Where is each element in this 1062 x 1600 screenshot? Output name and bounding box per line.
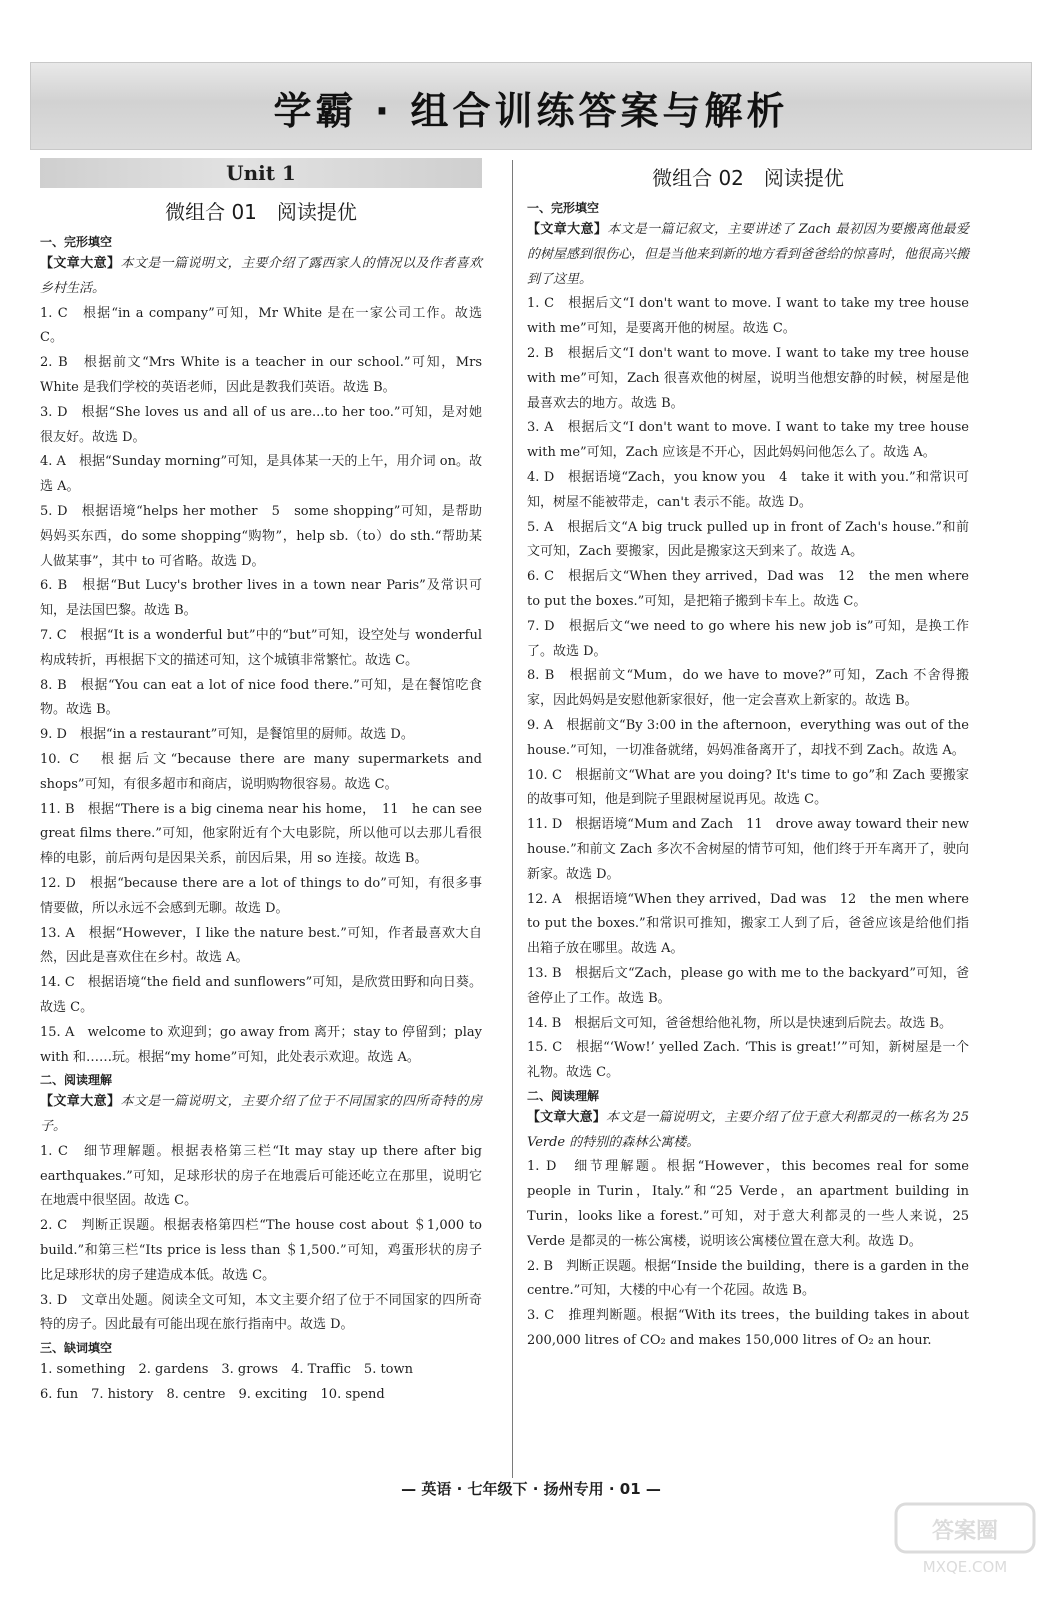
word-answers-row: 6. fun 7. history 8. centre 9. exciting 10. spend xyxy=(40,1387,385,1403)
answer-item: 6. B 根据“But Lucy's brother lives in a town near Paris”及常识可知，是法国巴黎。故选 B。 xyxy=(40,578,482,619)
answer-item: 15. A welcome to 欢迎到；go away from 离开；stay to 停留到；play with 和……玩。根据“my home”可知，此处表示欢迎。故选 A。 xyxy=(40,1024,482,1065)
answer-item: 13. A 根据“However，I like the nature best.”可知，作者最喜欢大自然，因此是喜欢住在乡村。故选 A。 xyxy=(40,925,482,966)
svg-text:MXQE.COM: MXQE.COM xyxy=(922,1558,1008,1576)
title-banner xyxy=(30,62,1032,150)
gist-text: 本文是一篇说明文，主要介绍了露西家人的情况以及作者喜欢乡村生活。 xyxy=(40,256,482,296)
answer-item: 6. C 根据后文“When they arrived，Dad was 12 the men where to put the boxes.”可知，是把箱子搬到卡车上。故选 C。 xyxy=(527,569,969,609)
gist-text: 本文是一篇记叙文，主要讲述了 Zach 最初因为要搬离他最爱的树屋感到很伤心，但是当他来到新的地方看到爸爸给的惊喜时，他很高兴搬到了这里。 xyxy=(527,222,970,287)
answer-item: 9. A 根据前文“By 3:00 in the afternoon，everything was out of the house.”可知，一切准备就绪，妈妈准备离开了，却找不到 Zach。故选 A。 xyxy=(527,717,969,758)
answer-item: 7. D 根据后文“we need to go where his new job is”可知，是换工作了。故选 D。 xyxy=(527,618,969,659)
answer-item: 10. C 根据前文“What are you doing? It's time to go”和 Zach 要搬家的故事可知，他是到院子里跟树屋说再见。故选 C。 xyxy=(527,767,969,808)
answer-item: 14. C 根据语境“the field and sunflowers”可知，是欣赏田野和向日葵。故选 C。 xyxy=(40,975,482,1015)
answer-item: 9. D 根据“in a restaurant”可知，是餐馆里的厨师。故选 D。 xyxy=(40,727,414,743)
answer-item: 2. B 判断正误题。根据“Inside the building，there is a garden in the centre.”可知，大楼的中心有一个花园。故选 B。 xyxy=(527,1258,969,1299)
answer-item: 5. D 根据语境“helps her mother 5 some shopping”可知，是帮助妈妈买东西，do some shopping“购物”，help sb.（to）do sth.“帮助某人做某事”，其中 to 可省略。故选 D。 xyxy=(40,503,482,569)
answer-item: 1. D 细节理解题。根据“However，this becomes real for some people in Turin，Italy.”和“25 Verde，an apartment building in Turin，looks like a forest.”可知，对于意大利都灵的一些人来说，25 Verde 是都灵的一栋公寓楼，说明该公寓楼位置在意大利。故选 D。 xyxy=(527,1159,969,1249)
answer-item: 15. C 根据“‘Wow!’ yelled Zach. ‘This is great!’”可知，新树屋是一个礼物。故选 C。 xyxy=(527,1040,969,1081)
answer-item: 14. B 根据后文可知，爸爸想给他礼物，所以是快速到后院去。故选 B。 xyxy=(527,1015,953,1031)
svg-text:答案圈: 答案圈 xyxy=(931,1519,999,1544)
gist-label: 【文章大意】 xyxy=(40,1094,121,1110)
article-gist xyxy=(40,1090,482,1140)
answer-item: 2. C 判断正误题。根据表格第四栏“The house cost about ＄1,000 to build.”和第三栏“Its price is less than ＄1,500.”可知，鸡蛋形状的房子比足球形状的房子建造成本低。故选 C。 xyxy=(40,1218,482,1283)
answer-item: 11. D 根据语境“Mum and Zach 11 drove away toward their new house.”和前文 Zach 多次不舍树屋的情节可知，他们终于开车离开了，驶向新家。故选 D。 xyxy=(527,817,969,882)
unit-heading: Unit 1 xyxy=(40,158,482,188)
left-column xyxy=(40,158,482,1408)
section-heading-reading: 二、阅读理解 xyxy=(40,1073,113,1088)
answer-item: 3. A 根据后文“I don't want to move. I want to take my tree house with me”可知，Zach 应该是不开心，因此妈妈问他怎么了。故选 A。 xyxy=(527,420,969,461)
answer-list xyxy=(40,302,482,1071)
answer-item: 12. A 根据语境“When they arrived，Dad was 12 the men where to put the boxes.”和常识可推知，搬家工人到了后，爸爸应该是给他们指出箱子放在哪里。故选 A。 xyxy=(527,891,969,957)
word-answers-row: 1. something 2. gardens 3. grows 4. Traffic 5. town xyxy=(40,1362,414,1378)
right-subtitle: 微组合 02 阅读提优 xyxy=(652,166,844,190)
answer-item: 1. C 细节理解题。根据表格第三栏“It may stay up there after big earthquakes.”可知，足球形状的房子在地震后可能还屹立在那里，说明它在地震中很坚固。故选 C。 xyxy=(40,1143,482,1209)
gist-label: 【文章大意】 xyxy=(40,256,121,271)
answer-item: 12. D 根据“because there are a lot of things to do”可知，有很多事情要做，所以永远不会感到无聊。故选 D。 xyxy=(40,875,482,916)
article-gist xyxy=(527,1106,969,1156)
section-heading-cloze: 一、完形填空 xyxy=(527,201,600,215)
answer-item: 3. C 推理判断题。根据“With its trees，the building takes in about 200,000 litres of CO₂ and makes 150,000 litres of O₂ an hour. xyxy=(527,1308,969,1349)
right-column xyxy=(527,158,969,1354)
answer-item: 8. B 根据前文“Mum，do we have to move?”可知，Zach 不舍得搬家，因此妈妈是安慰他新家很好，他一定会喜欢上新家的。故选 B。 xyxy=(527,668,969,709)
answer-item: 3. D 文章出处题。阅读全文可知，本文主要介绍了位于不同国家的四所奇特的房子。因此最有可能出现在旅行指南中。故选 D。 xyxy=(40,1292,482,1333)
page-footer: — 英语 · 七年级下 · 扬州专用 · 01 — xyxy=(401,1480,661,1498)
answer-item: 11. B 根据“There is a big cinema near his home， 11 he can see great films there.”可知，他家附近有个大电影院，所以他可以去那儿看很棒的电影，前后两句是因果关系，前因后果，用 so 连接。故选 B。 xyxy=(40,801,482,867)
answer-item: 10. C 根据后文“because there are many supermarkets and shops”可知，有很多超市和商店，说明购物很容易。故选 C。 xyxy=(40,751,482,792)
watermark-logo xyxy=(890,1498,1040,1578)
column-divider xyxy=(512,160,513,1478)
answer-item: 8. B 根据“You can eat a lot of nice food there.”可知，是在餐馆吃食物。故选 B。 xyxy=(40,677,482,718)
answer-item: 7. C 根据“It is a wonderful but”中的“but”可知，设空处与 wonderful 构成转折，再根据下文的描述可知，这个城镇非常繁忙。故选 C。 xyxy=(40,627,482,668)
answer-item: 1. C 根据“in a company”可知，Mr White 是在一家公司工作。故选 C。 xyxy=(40,305,482,346)
article-gist xyxy=(40,252,482,302)
answer-item: 2. B 根据后文“I don't want to move. I want to take my tree house with me”可知，Zach 很喜欢他的树屋，说明当他想安静的时候，树屋是他最喜欢去的地方。故选 B。 xyxy=(527,345,969,411)
answer-item: 3. D 根据“She loves us and all of us are...to her too.”可知，是对她很友好。故选 D。 xyxy=(40,404,482,445)
answer-item: 4. D 根据语境“Zach，you know you 4 take it with you.”和常识可知，树屋不能被带走，can't 表示不能。故选 D。 xyxy=(527,469,969,510)
section-heading-reading: 二、阅读理解 xyxy=(527,1088,600,1103)
gist-text: 本文是一篇说明文，主要介绍了位于不同国家的四所奇特的房子。 xyxy=(40,1094,482,1135)
answer-item: 1. C 根据后文“I don't want to move. I want to take my tree house with me”可知，是要离开他的树屋。故选 C。 xyxy=(527,296,969,337)
answer-list xyxy=(527,292,969,1086)
answer-item: 13. B 根据后文“Zach，please go with me to the backyard”可知，爸爸停止了工作。故选 B。 xyxy=(527,965,969,1006)
answer-list xyxy=(40,1140,482,1338)
answer-item: 2. B 根据前文“Mrs White is a teacher in our school.”可知，Mrs White 是我们学校的英语老师，因此是教我们英语。故选 B。 xyxy=(40,355,482,395)
gist-label: 【文章大意】 xyxy=(527,222,608,237)
section-heading-cloze: 一、完形填空 xyxy=(40,235,113,249)
answer-list xyxy=(527,1155,969,1353)
gist-text: 本文是一篇说明文，主要介绍了位于意大利都灵的一栋名为 25 Verde 的特别的森林公寓楼。 xyxy=(527,1109,969,1150)
section-heading-fill-in: 三、缺词填空 xyxy=(40,1341,113,1356)
answer-item: 5. A 根据后文“A big truck pulled up in front of Zach's house.”和前文可知，Zach 要搬家，因此是搬家这天到来了。故选 A。 xyxy=(527,519,969,560)
answer-item: 4. A 根据“Sunday morning”可知，是具体某一天的上午，用介词 on。故选 A。 xyxy=(40,454,482,495)
left-subtitle: 微组合 01 阅读提优 xyxy=(165,200,357,224)
article-gist xyxy=(527,218,969,292)
page-title: 学霸 · 组合训练答案与解析 xyxy=(273,89,789,133)
gist-label: 【文章大意】 xyxy=(527,1109,606,1125)
